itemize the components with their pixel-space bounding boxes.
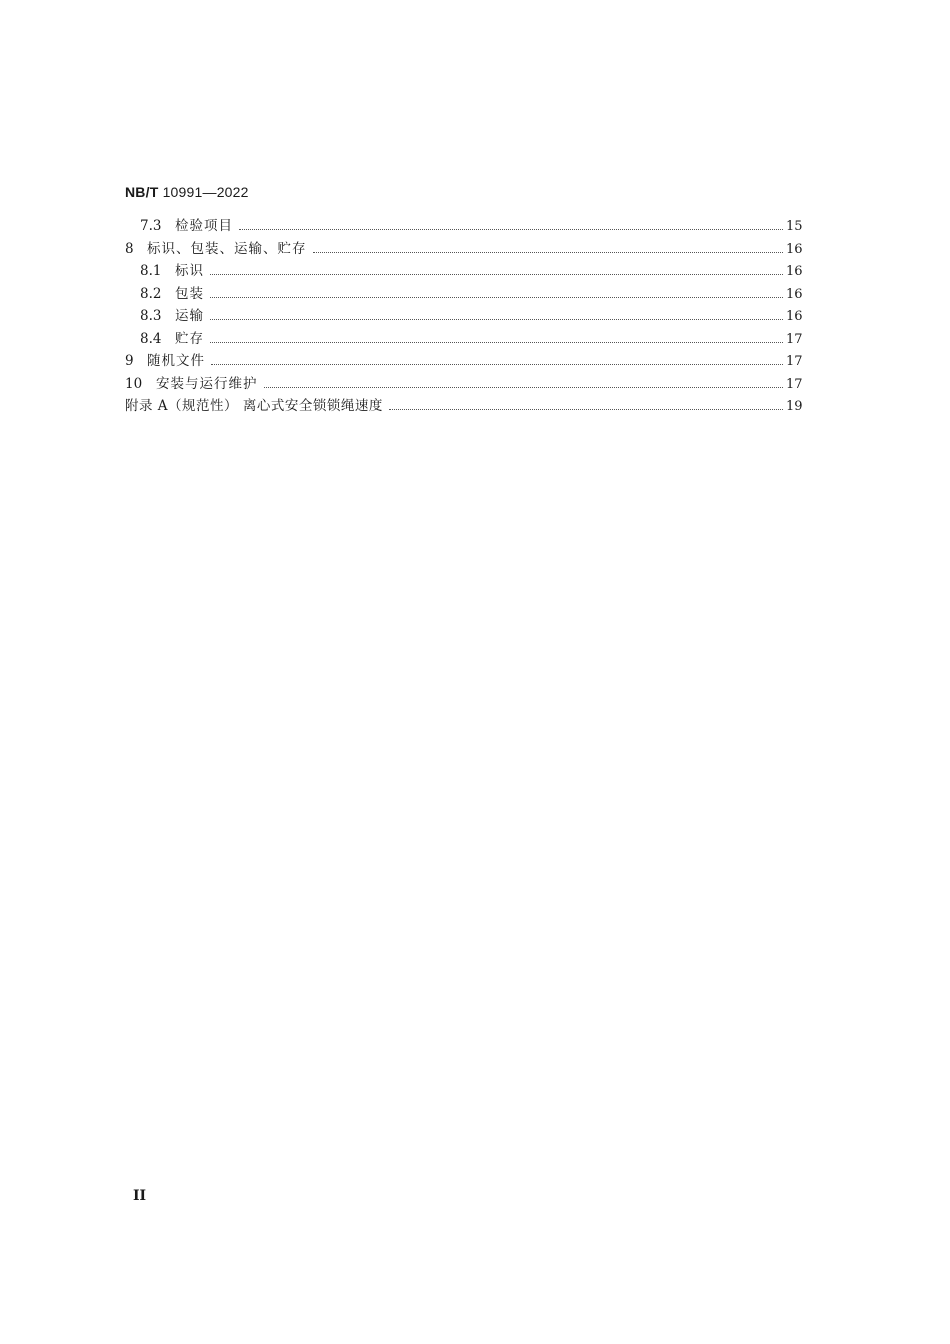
table-of-contents bbox=[125, 215, 802, 418]
document-code-header bbox=[125, 184, 249, 200]
toc-dot-leader bbox=[210, 274, 783, 275]
toc-entry-number: 8.2 bbox=[140, 285, 162, 302]
toc-dot-leader bbox=[313, 252, 784, 253]
toc-dot-leader bbox=[210, 342, 783, 343]
toc-entry-page: 17 bbox=[786, 354, 803, 369]
toc-entry[interactable] bbox=[125, 260, 802, 283]
toc-entry[interactable] bbox=[125, 215, 802, 238]
toc-dot-leader bbox=[239, 229, 783, 230]
toc-entry-number: 7.3 bbox=[140, 218, 162, 234]
toc-entry[interactable] bbox=[125, 328, 802, 351]
toc-entry[interactable] bbox=[125, 373, 802, 396]
toc-entry-title: 检验项目 bbox=[175, 218, 233, 234]
toc-entry[interactable] bbox=[125, 283, 802, 306]
standard-number: 10991—2022 bbox=[162, 184, 249, 200]
toc-dot-leader bbox=[389, 409, 783, 410]
toc-entry-title: 随机文件 bbox=[147, 353, 205, 369]
standard-prefix: NB/T bbox=[125, 184, 159, 200]
toc-entry-number: 8.1 bbox=[140, 263, 162, 279]
toc-entry-appendix[interactable] bbox=[125, 395, 802, 418]
toc-entry-number: 8.4 bbox=[140, 330, 162, 347]
toc-entry-title: 包装 bbox=[175, 285, 204, 302]
toc-dot-leader bbox=[264, 387, 784, 388]
toc-entry-number: 9 bbox=[125, 353, 134, 369]
toc-entry[interactable] bbox=[125, 305, 802, 328]
toc-entry-page: 16 bbox=[786, 241, 803, 257]
toc-entry-title: 运输 bbox=[175, 308, 204, 324]
toc-entry-page: 19 bbox=[786, 399, 803, 414]
toc-entry-title: 安装与运行维护 bbox=[156, 375, 258, 392]
toc-entry-page: 16 bbox=[786, 309, 803, 324]
toc-entry-title: 标识、包装、运输、贮存 bbox=[147, 240, 307, 257]
toc-entry-page: 16 bbox=[786, 264, 803, 279]
page-number: II bbox=[133, 1188, 147, 1204]
toc-entry[interactable] bbox=[125, 350, 802, 373]
toc-entry-page: 17 bbox=[786, 376, 803, 392]
toc-entry-title: 贮存 bbox=[175, 330, 204, 347]
toc-entry-title: 附录 A（规范性） 离心式安全锁锁绳速度 bbox=[125, 398, 383, 414]
toc-entry-page: 15 bbox=[786, 219, 803, 234]
toc-dot-leader bbox=[210, 319, 783, 320]
toc-entry[interactable] bbox=[125, 238, 802, 261]
toc-entry-page: 16 bbox=[786, 286, 803, 302]
toc-entry-page: 17 bbox=[786, 331, 803, 347]
toc-entry-number: 8 bbox=[125, 240, 134, 257]
toc-dot-leader bbox=[210, 297, 783, 298]
toc-entry-number: 8.3 bbox=[140, 308, 162, 324]
toc-entry-number: 10 bbox=[125, 375, 143, 392]
toc-entry-title: 标识 bbox=[175, 263, 204, 279]
toc-dot-leader bbox=[211, 364, 783, 365]
